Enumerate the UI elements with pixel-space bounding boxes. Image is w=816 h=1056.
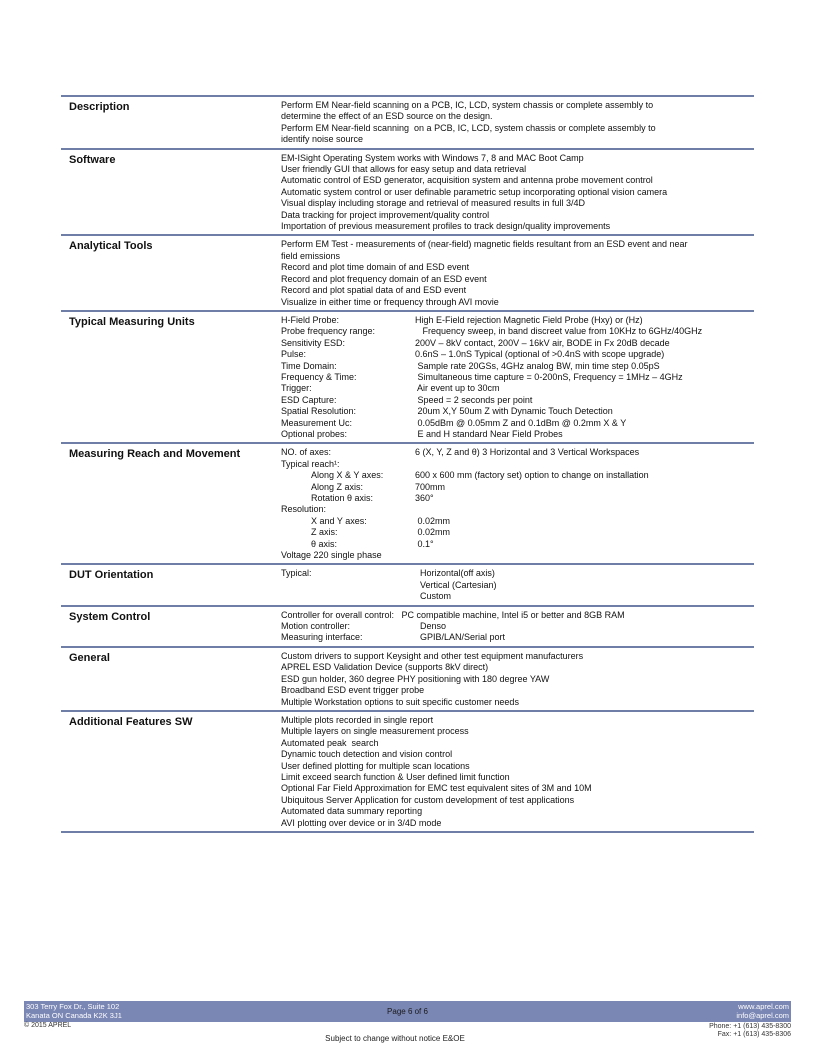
spec-key: Probe frequency range: <box>281 326 376 337</box>
spec-row <box>61 646 754 710</box>
spec-line: Resolution: <box>281 504 327 515</box>
spec-row <box>61 310 754 442</box>
spec-value: Vertical (Cartesian) <box>415 579 497 590</box>
spec-line: User defined plotting for multiple scan locations <box>281 760 470 771</box>
spec-row <box>61 148 754 235</box>
spec-key <box>281 580 415 591</box>
spec-value: Denso <box>415 621 447 632</box>
spec-key <box>281 591 415 602</box>
spec-pair <box>281 361 754 372</box>
spec-line: identify noise source <box>281 134 364 145</box>
spec-line: Visual display including storage and retrieval of measured results in full 3/4D <box>281 198 585 209</box>
spec-value: 6 (X, Y, Z and θ) 3 Horizontal and 3 Vertical Workspaces <box>415 447 640 458</box>
spec-row <box>61 710 754 833</box>
website-link[interactable]: www.aprel.com <box>738 1002 789 1011</box>
spec-key: Along X & Y axes: <box>311 470 384 481</box>
spec-line: APREL ESD Validation Device (supports 8kV direct) <box>281 662 489 673</box>
spec-value: Simultaneous time capture = 0-200nS, Frequency = 1MHz – 4GHz <box>415 371 683 382</box>
spec-value: 0.1° <box>415 538 434 549</box>
spec-section-content <box>281 715 754 829</box>
spec-value: 700mm <box>415 481 446 492</box>
spec-section-label: System Control <box>69 610 151 623</box>
spec-key: Optional probes: <box>281 428 348 439</box>
spec-pair <box>281 591 754 602</box>
spec-key: Frequency & Time: <box>281 371 357 382</box>
spec-pair <box>281 447 754 458</box>
spec-key: ESD Capture: <box>281 394 337 405</box>
spec-section-content <box>281 239 754 307</box>
spec-pair <box>281 568 754 579</box>
spec-line: Optional Far Field Approximation for EMC test equivalent sites of 3M and 10M <box>281 783 592 794</box>
spec-line: Perform EM Near-field scanning on a PCB, IC, LCD, system chassis or complete assembly to <box>281 100 654 110</box>
spec-line: AVI plotting over device or in 3/4D mode <box>281 817 442 828</box>
spec-value: 360° <box>415 493 434 503</box>
spec-section-content <box>281 568 754 602</box>
spec-value: 0.05dBm @ 0.05mm Z and 0.1dBm @ 0.2mm X & Y <box>415 417 627 428</box>
email-link[interactable]: info@aprel.com <box>736 1011 789 1020</box>
spec-line: field emissions <box>281 250 341 261</box>
address-line-1: 303 Terry Fox Dr., Suite 102 <box>26 1002 120 1011</box>
spec-section-label: Description <box>69 101 130 113</box>
spec-line: ESD gun holder, 360 degree PHY positioning with 180 degree YAW <box>281 673 550 684</box>
spec-line: User friendly GUI that allows for easy setup and data retrieval <box>281 164 527 175</box>
spec-pair <box>281 326 754 337</box>
spec-pair <box>281 418 754 429</box>
page-number: Page 6 of 6 <box>387 1007 428 1016</box>
spec-line: Typical reach¹: <box>281 458 340 469</box>
spec-key: Pulse: <box>281 349 307 360</box>
spec-section-label: Measuring Reach and Movement <box>69 448 241 461</box>
spec-row <box>61 95 754 148</box>
spec-line: Perform EM Near-field scanning on a PCB, IC, LCD, system chassis or complete assembly to <box>281 122 656 133</box>
spec-value: Custom <box>415 591 452 602</box>
spec-section-label: Typical Measuring Units <box>69 315 195 328</box>
spec-value: Sample rate 20GSs, 4GHz analog BW, min time step 0.05pS <box>415 360 660 371</box>
spec-value: GPIB/LAN/Serial port <box>415 632 506 643</box>
copyright: © 2015 APREL <box>24 1022 72 1029</box>
spec-section-content <box>281 610 754 644</box>
spec-value: Speed = 2 seconds per point <box>415 394 533 405</box>
spec-line: Ubiquitous Server Application for custom development of test applications <box>281 794 575 805</box>
spec-pair <box>281 580 754 591</box>
spec-pair <box>281 539 754 550</box>
spec-line: Automatic system control or user definable parametric setup incorporating optional vision camera <box>281 186 668 197</box>
spec-section-content <box>281 447 754 561</box>
spec-key: θ axis: <box>311 538 338 549</box>
spec-section-content <box>281 153 754 233</box>
footer-bar <box>24 1001 791 1022</box>
spec-line: Broadband ESD event trigger probe <box>281 685 425 696</box>
spec-line: Data tracking for project improvement/quality control <box>281 209 490 220</box>
spec-line: Multiple plots recorded in single report <box>281 714 434 725</box>
spec-row <box>61 605 754 646</box>
spec-pair <box>281 516 754 527</box>
footer-contact <box>736 1002 789 1020</box>
spec-section-content <box>281 651 754 708</box>
spec-section-label: Software <box>69 153 116 166</box>
spec-line: Perform EM Test - measurements of (near-field) magnetic fields resultant from an ESD event and near <box>281 239 688 250</box>
spec-pair <box>281 315 754 326</box>
spec-line: Limit exceed search function & User defined limit function <box>281 771 510 782</box>
spec-line: Custom drivers to support Keysight and other test equipment manufacturers <box>281 650 584 661</box>
phone-number: Phone: +1 (613) 435-8300 <box>709 1023 791 1030</box>
disclaimer: Subject to change without notice E&OE <box>325 1034 465 1043</box>
spec-value: Horizontal(off axis) <box>415 568 495 579</box>
spec-value: 600 x 600 mm (factory set) option to change on installation <box>415 470 649 481</box>
spec-pair <box>281 470 754 481</box>
spec-key: Spatial Resolution: <box>281 406 357 417</box>
spec-pair <box>281 527 754 538</box>
spec-row <box>61 234 754 309</box>
spec-line: Record and plot frequency domain of an ESD event <box>281 273 487 284</box>
spec-key: Trigger: <box>281 383 312 394</box>
spec-section-label: DUT Orientation <box>69 569 154 582</box>
spec-pair <box>281 621 754 632</box>
spec-key: Along Z axis: <box>311 481 364 492</box>
spec-line: Voltage 220 single phase <box>281 550 382 561</box>
fax-number: Fax: +1 (613) 435-8306 <box>717 1031 791 1038</box>
spec-pair <box>281 338 754 349</box>
spec-key: Typical: <box>281 568 312 579</box>
spec-line: EM-ISight Operating System works with Windows 7, 8 and MAC Boot Camp <box>281 152 584 163</box>
spec-section-label: General <box>69 651 110 664</box>
spec-pair <box>281 349 754 360</box>
spec-value: 0.02mm <box>415 527 451 538</box>
spec-section-label: Additional Features SW <box>69 715 193 728</box>
spec-key: Rotation θ axis: <box>311 493 374 503</box>
spec-key: NO. of axes: <box>281 447 332 458</box>
spec-line: Visualize in either time or frequency through AVI movie <box>281 296 499 307</box>
spec-key: Measurement Uc: <box>281 417 353 428</box>
spec-value: High E-Field rejection Magnetic Field Probe (Hxy) or (Hz) <box>415 314 643 325</box>
spec-key: X and Y axes: <box>311 515 367 526</box>
spec-line: Record and plot spatial data of and ESD event <box>281 285 467 296</box>
spec-table <box>61 95 754 833</box>
spec-line: Multiple layers on single measurement process <box>281 726 469 737</box>
spec-line: Automatic control of ESD generator, acquisition system and antenna probe movement control <box>281 175 653 186</box>
spec-key: H-Field Probe: <box>281 314 340 325</box>
spec-line: Controller for overall control: PC compatible machine, Intel i5 or better and 8GB RAM <box>281 609 625 620</box>
spec-key: Motion controller: <box>281 621 351 632</box>
spec-pair <box>281 372 754 383</box>
spec-line: Automated peak search <box>281 737 379 748</box>
spec-line: Importation of previous measurement profiles to track design/quality improvements <box>281 221 611 232</box>
spec-row <box>61 442 754 563</box>
spec-pair <box>281 429 754 440</box>
spec-pair <box>281 493 754 504</box>
spec-pair <box>281 482 754 493</box>
spec-key: Sensitivity ESD: <box>281 337 346 348</box>
spec-pair <box>281 406 754 417</box>
spec-line: Multiple Workstation options to suit specific customer needs <box>281 696 519 707</box>
spec-line: determine the effect of an ESD source on the design. <box>281 111 493 122</box>
spec-row <box>61 563 754 604</box>
spec-line: Automated data summary reporting <box>281 806 423 817</box>
address-line-2: Kanata ON Canada K2K 3J1 <box>26 1011 122 1020</box>
spec-value: Air event up to 30cm <box>415 383 500 394</box>
spec-value: 0.6nS – 1.0nS Typical (optional of >0.4nS with scope upgrade) <box>415 349 665 360</box>
spec-section-content <box>281 315 754 440</box>
spec-value: Frequency sweep, in band discreet value from 10KHz to 6GHz/40GHz <box>415 326 703 337</box>
spec-section-content <box>281 100 754 146</box>
spec-pair <box>281 383 754 394</box>
spec-pair <box>281 395 754 406</box>
spec-line: Record and plot time domain of and ESD event <box>281 262 470 273</box>
spec-value: E and H standard Near Field Probes <box>415 428 563 439</box>
spec-value: 20um X,Y 50um Z with Dynamic Touch Detection <box>415 406 613 417</box>
spec-value: 200V – 8kV contact, 200V – 16kV air, BODE in Fx 20dB decade <box>415 337 670 348</box>
spec-section-label: Analytical Tools <box>69 240 153 253</box>
spec-key: Measuring interface: <box>281 632 363 643</box>
spec-pair <box>281 632 754 643</box>
spec-key: Z axis: <box>311 527 338 538</box>
spec-line: Dynamic touch detection and vision control <box>281 749 453 760</box>
spec-key: Time Domain: <box>281 360 337 371</box>
spec-value: 0.02mm <box>415 515 451 526</box>
